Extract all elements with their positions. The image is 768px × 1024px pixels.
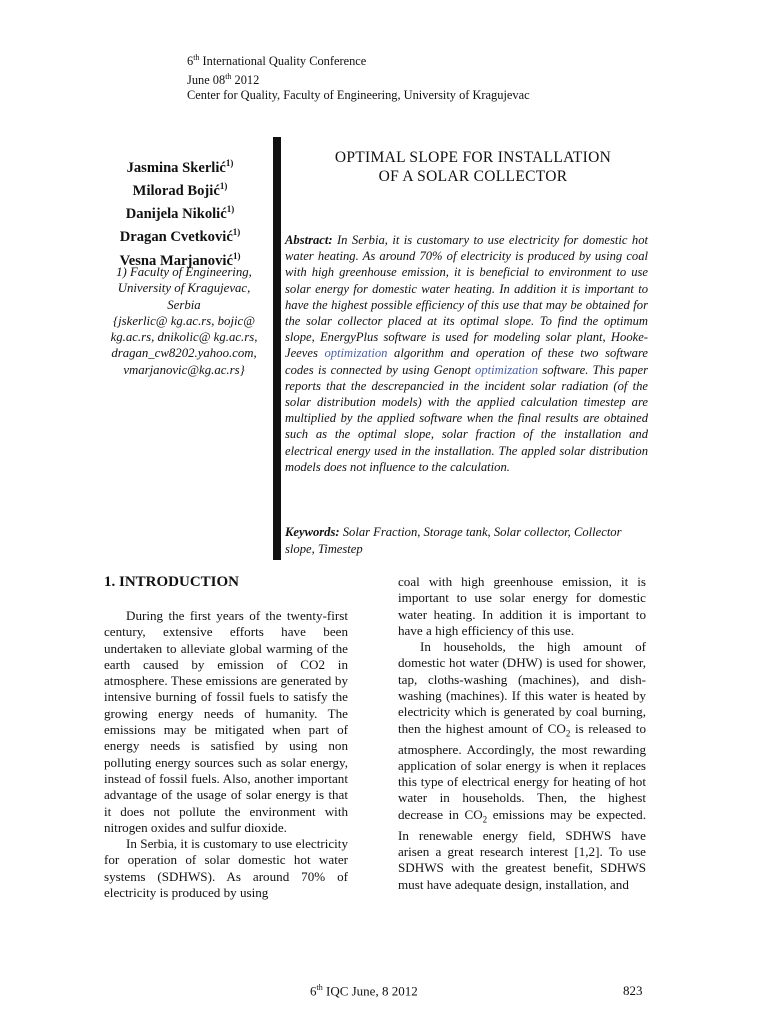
- author: Jasmina Skerlić$^{1)}$: [126, 158, 234, 176]
- body-column-left: [104, 608, 348, 901]
- affiliation-line: 1) Faculty of Engineering,: [116, 265, 252, 279]
- section-heading: 1. INTRODUCTION: [104, 574, 240, 590]
- paragraph: coal with high greenhouse emission, it is important to use solar energy for domestic water heating. In addition it is important to have a high efficiency of this use.: [398, 574, 646, 638]
- keywords-text: Solar Fraction, Storage tank, Solar collector, Collector slope, Timestep: [285, 525, 622, 556]
- page-number: 823: [623, 983, 643, 998]
- author: Vesna Marjanović$^{1)}$: [119, 250, 241, 269]
- author: Milorad Bojić$^{1)}$: [132, 181, 228, 200]
- affiliation-line: dragan_cw8202.yahoo.com,: [111, 346, 257, 361]
- affiliation: [97, 264, 271, 378]
- keywords: [285, 524, 648, 558]
- header-line-3: Center for Quality, Faculty of Engineering, University of Kragujevac: [187, 88, 530, 103]
- paragraph: In Serbia, it is customary to use electricity for operation of solar domestic hot water systems (SDHWS). As around 70% of electricity is produced by using: [104, 836, 348, 901]
- abstract-text: algorithm and operation of these two software codes is connected by using Genopt: [285, 346, 648, 377]
- title-line-2: OF A SOLAR COLLECTOR: [378, 168, 568, 185]
- paragraph: In households, the high amount of domestic hot water (DHW) is used for shower, tap, cloths-washing (machines), and dish-washing (machines). If this water is heated by electricity which is generated by coal burning, then the highest amount of $CO_2$ is released to atmosphere. Accordingly, the most rewarding application of solar energy is when it replaces this type of electrical energy for heating of hot water in households. Then, the highest decrease in $CO_2$ emissions may be expected. In renewable energy field, SDHWS have arisen a great research interest [1,2]. To use SDHWS with the greatest benefit, SDHWS must have adequate design, installation, and: [398, 639, 646, 892]
- body-column-right: [398, 574, 646, 893]
- paper-title: [298, 148, 648, 186]
- abstract-label: Abstract:: [285, 233, 333, 247]
- author-list: [95, 154, 265, 270]
- affiliation-line: {jskerlic@ kg.ac.rs, bojic@: [112, 313, 256, 328]
- vertical-divider-bar: [273, 137, 281, 560]
- author: Dragan Cvetković$^{1)}$: [119, 227, 241, 246]
- abstract-text: In Serbia, it is customary to use electricity for domestic hot water heating. As around 70% of electricity is produced by using coal with high greenhouse emission, it is beneficial to environment to use solar energy for domestic water heating. In addition it is important to have the highest possible efficiency of this use that may be obtained for the solar collector placed at its optimal slope. To find the optimum slope, EnergyPlus software is used for modeling solar plant, Hooke-Jeeves: [285, 233, 648, 361]
- header-line-1: 6th International Quality Conference: [187, 53, 367, 69]
- affiliation-line: kg.ac.rs, dnikolic@ kg.ac.rs,: [110, 330, 258, 345]
- footer-conference: 6th IQC June, 8 2012: [310, 983, 418, 999]
- abstract-highlight: optimization: [475, 362, 539, 377]
- title-line-1: OPTIMAL SLOPE FOR INSTALLATION: [334, 149, 612, 166]
- conference-header: [187, 50, 530, 103]
- header-line-2: June 08th 2012: [187, 72, 260, 88]
- keywords-label: Keywords:: [285, 525, 340, 539]
- affiliation-line: Serbia: [167, 297, 201, 312]
- paragraph: During the first years of the twenty-first century, extensive efforts have been undertaken to alleviate global warming of the earth caused by emission of CO2 in atmosphere. These emissions are generated by intensive burning of fossil fuels to satisfy the growing energy needs of humanity. The emissions may be mitigated when part of energy needs is satisfied by using non polluting energy sources such as solar energy, instead of fossil fuels. Also, another important advantage of the usage of solar energy is that it does not pollute the environment with nitrogen oxides and sulfur dioxide.: [104, 608, 348, 835]
- author: Danijela Nikolić$^{1)}$: [125, 204, 235, 223]
- abstract: [285, 232, 648, 475]
- abstract-text: software. This paper reports that the descrepancied in the incident solar radiation (of the solar distribution models) with the applied calculation timestep are multiplied by the applied software when the final results are obtained such as the optimal slope, solar fraction of the installation and electrical energy used in the installation. The appled solar distribution models does not influence to the calculation.: [285, 362, 649, 474]
- affiliation-line: University of Kragujevac,: [117, 281, 251, 296]
- affiliation-line: vmarjanovic@kg.ac.rs}: [123, 362, 245, 377]
- abstract-highlight: optimization: [324, 346, 388, 361]
